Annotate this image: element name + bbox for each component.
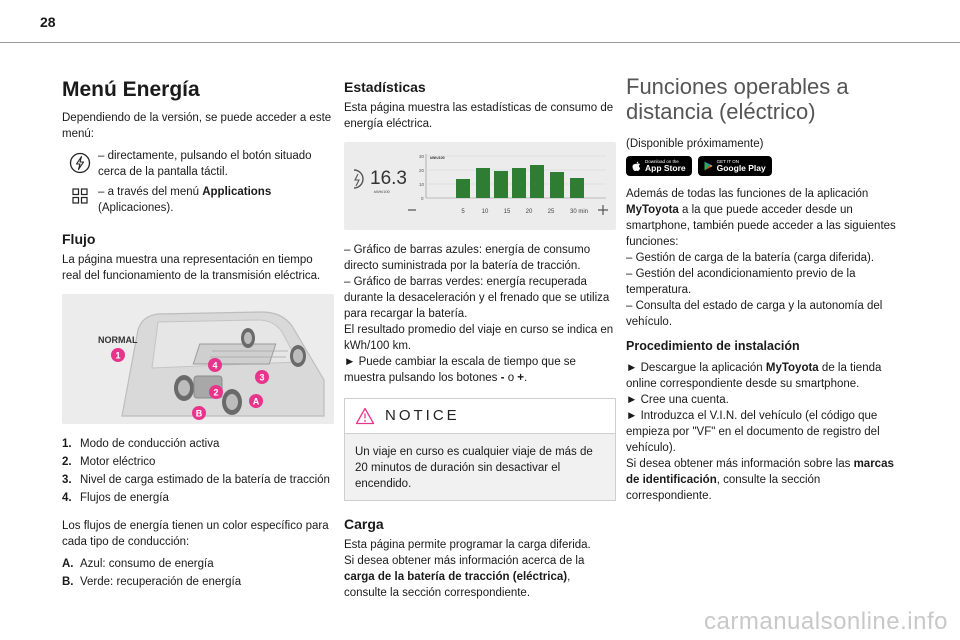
svg-text:B: B (195, 408, 203, 419)
marker-4 (208, 358, 222, 372)
y-tick-label: 30 (419, 154, 425, 159)
energy-button-option (62, 148, 334, 180)
subsection-title-carga: Carga (344, 516, 384, 532)
apple-icon (632, 161, 641, 172)
section-title-energy-menu: Menú Energía (62, 78, 200, 101)
lettered-list (62, 556, 334, 590)
list-item: 4. Flujos de energía (62, 492, 169, 504)
identification-reference: Si desea obtener más información sobre las marcas de identificación, consulte la sección correspondiente. (626, 458, 894, 502)
x-tick-label: 20 (525, 209, 533, 215)
google-play-badge[interactable]: GET IT ON Google Play (698, 156, 772, 176)
wheel-front-right (222, 389, 242, 415)
marker-b (192, 406, 206, 420)
notice-text: Un viaje en curso es cualquier viaje de más de 20 minutos de duración sin desactivar el encendido. (355, 446, 593, 490)
y-axis-unit: kWh/100 (430, 156, 445, 160)
chart-bar (570, 178, 584, 198)
warning-triangle-icon (355, 407, 375, 425)
list-item: B. Verde: recuperación de energía (62, 576, 242, 588)
y-tick-label: 0 (421, 196, 424, 201)
energy-flow-figure (62, 294, 334, 424)
notice-box (344, 398, 616, 501)
statistics-screen-figure (344, 142, 616, 230)
function-item: – Consulta del estado de carga y la autonomía del vehículo. (626, 300, 883, 328)
numbered-list (62, 436, 334, 506)
carga-reference: Si desea obtener más información acerca de la carga de la batería de tracción (eléctrica), consulte la sección correspondiente. (344, 555, 585, 599)
average-consumption-value: 16.3 (370, 168, 407, 189)
notice-title: NOTICE (385, 407, 460, 424)
subsection-title-flujo: Flujo (62, 231, 96, 247)
drive-mode-label: NORMAL (98, 335, 138, 345)
average-consumption-unit: kWh/100 (374, 189, 390, 194)
install-step: ► Introduzca el V.I.N. del vehículo (el código que empieza por "VF" en el documento de registro del vehículo). (626, 410, 880, 454)
svg-text:4: 4 (212, 360, 218, 371)
chart-bar (512, 168, 526, 198)
google-play-icon (704, 161, 713, 171)
chart-bar (494, 171, 508, 198)
energy-button-text: – directamente, pulsando el botón situado cerca de la pantalla táctil. (98, 150, 312, 178)
zoom-in-plus-icon (598, 205, 608, 215)
function-item: – Gestión de carga de la batería (carga diferida). (626, 252, 875, 264)
chart-bar (456, 179, 470, 198)
marker-3 (255, 370, 269, 384)
list-item: A. Azul: consumo de energía (62, 558, 214, 570)
wheel-front-left (174, 375, 194, 401)
availability-note: (Disponible próximamente) (626, 138, 764, 150)
list-item: 1. Modo de conducción activa (62, 438, 220, 450)
column-energy-menu (62, 72, 334, 592)
app-store-badge[interactable]: Download on the App Store (626, 156, 692, 176)
subsection-title-estadisticas: Estadísticas (344, 79, 426, 95)
average-result-description: El resultado promedio del viaje en curso se indica en kWh/100 km. (344, 324, 614, 352)
y-tick-label: 20 (419, 168, 425, 173)
section-title-remote-functions: Funciones operables a distancia (eléctrico) (626, 74, 849, 124)
svg-text:A: A (252, 396, 260, 407)
list-item: 2. Motor eléctrico (62, 456, 156, 468)
svg-text:3: 3 (259, 372, 265, 383)
notice-header (345, 399, 615, 434)
header-rule (0, 42, 960, 43)
blue-bars-description: – Gráfico de barras azules: energía de consumo directo suministrada por la batería de tracción. (344, 244, 591, 272)
store-badges (626, 156, 898, 176)
x-tick-label: 10 (481, 209, 489, 215)
energy-button-icon (62, 148, 98, 174)
x-tick-label: 30 min (569, 209, 589, 215)
wheel-rear-right (290, 345, 306, 367)
chart-bar (550, 172, 564, 198)
y-tick-label: 10 (419, 182, 425, 187)
flows-intro: Los flujos de energía tienen un color específico para cada tipo de conducción: (62, 520, 329, 548)
chart-bar (530, 165, 544, 198)
column-statistics (344, 72, 616, 607)
carga-text: Esta página permite programar la carga diferida. (344, 539, 591, 551)
install-step: ► Cree una cuenta. (626, 394, 729, 406)
applications-grid-icon (62, 184, 98, 204)
wheel-rear-left (241, 328, 255, 348)
mytoyota-intro: Además de todas las funciones de la aplicación MyToyota a la que puede acceder desde un smartphone, también puede acceder a las siguientes funciones: (626, 188, 896, 248)
applications-menu-text: – a través del menú Applications (Aplicaciones). (98, 186, 272, 214)
svg-text:1: 1 (115, 350, 121, 361)
consumption-gauge-icon (354, 170, 363, 188)
marker-a (249, 394, 263, 408)
page-number: 28 (40, 14, 56, 30)
install-step: ► Descargue la aplicación MyToyota de la tienda online correspondiente desde su smartphone. (626, 362, 882, 390)
marker-2 (209, 385, 223, 399)
applications-menu-option (62, 184, 334, 216)
column-remote-functions (626, 72, 898, 510)
x-tick-label: 5 (461, 209, 465, 215)
green-bars-description: – Gráfico de barras verdes: energía recuperada durante la desaceleración y el frenado que se utiliza para recargar la batería. (344, 276, 610, 320)
site-watermark: carmanualsonline.info (704, 608, 948, 635)
chart-bar (476, 168, 490, 198)
svg-text:2: 2 (213, 387, 219, 398)
x-tick-label: 15 (503, 209, 511, 215)
marker-1 (111, 348, 125, 362)
statistics-intro: Esta página muestra las estadísticas de consumo de energía eléctrica. (344, 102, 614, 130)
statistics-screen-illustration (344, 142, 616, 230)
time-scale-instruction: ► Puede cambiar la escala de tiempo que se muestra pulsando los botones - o +. (344, 356, 576, 384)
subsection-title-installation: Procedimiento de instalación (626, 339, 800, 353)
x-tick-label: 25 (547, 209, 555, 215)
list-item: 3. Nivel de carga estimado de la batería de tracción (62, 474, 330, 486)
function-item: – Gestión del acondicionamiento previo de la temperatura. (626, 268, 856, 296)
energy-menu-intro: Dependiendo de la versión, se puede acceder a este menú: (62, 112, 332, 140)
car-energy-flow-illustration (62, 294, 334, 424)
flujo-text: La página muestra una representación en tiempo real del funcionamiento de la transmisión eléctrica. (62, 254, 321, 282)
